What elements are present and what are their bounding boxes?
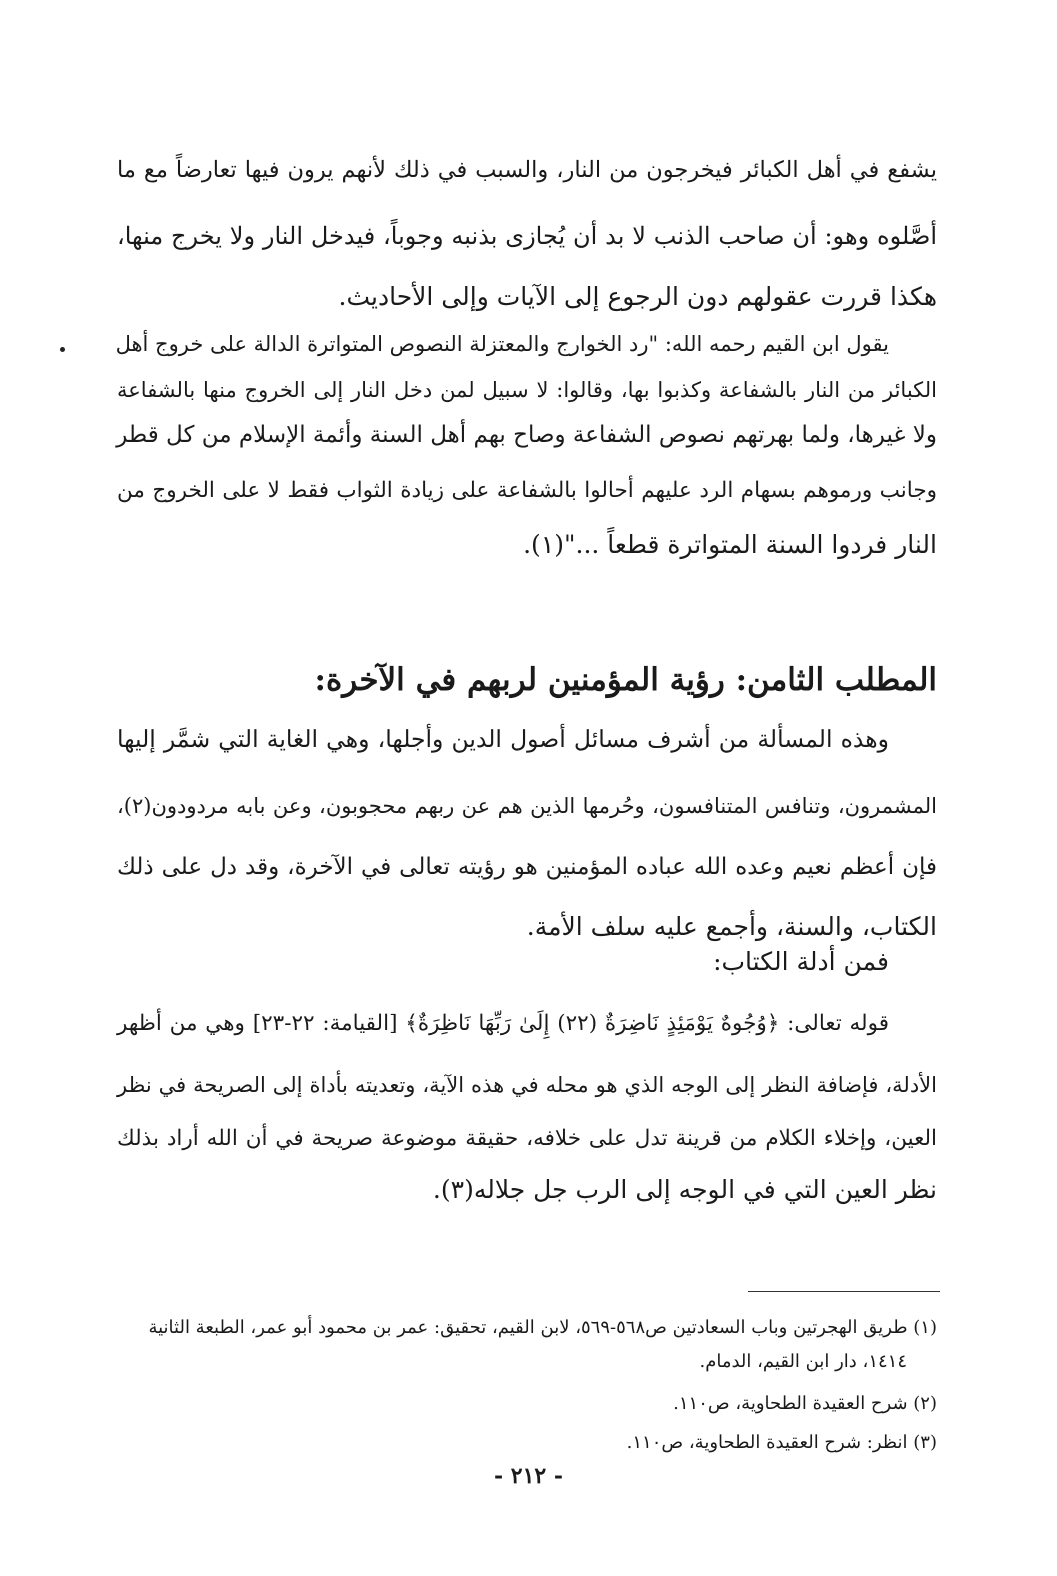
text-line: هكذا قررت عقولهم دون الرجوع إلى الآيات وإلى الأحاديث. bbox=[338, 282, 937, 311]
text-line: العين، وإخلاء الكلام من قرينة تدل على خلافه، حقيقة موضوعة صريحة في أن الله أراد بذلك bbox=[117, 1126, 937, 1151]
section-heading: المطلب الثامن: رؤية المؤمنين لربهم في الآخرة: bbox=[314, 662, 937, 698]
quran-verse-line: قوله تعالى: ﴿وُجُوهٌ يَوْمَئِذٍ نَاضِرَةٌ (٢٢) إِلَىٰ رَبِّهَا نَاظِرَةٌ﴾ [القيامة: ٢٢-٢٣] وهي من أظهر bbox=[117, 1011, 889, 1036]
text-line: ولا غيرها، ولما بهرتهم نصوص الشفاعة وصاح بهم أهل السنة وأئمة الإسلام من كل قطر bbox=[116, 422, 937, 448]
stray-mark bbox=[60, 347, 65, 352]
text-line: فإن أعظم نعيم وعده الله عباده المؤمنين هو رؤيته تعالى في الآخرة، وقد دل على ذلك bbox=[117, 854, 937, 880]
text-line: وهذه المسألة من أشرف مسائل أصول الدين وأجلها، وهي الغاية التي شمَّر إليها bbox=[117, 725, 889, 753]
footnote-2: (٢) شرح العقيدة الطحاوية، ص١١٠. bbox=[673, 1393, 937, 1414]
text-line: الكتاب، والسنة، وأجمع عليه سلف الأمة. bbox=[526, 912, 937, 941]
text-line: أصَّلوه وهو: أن صاحب الذنب لا بد أن يُجازى بذنبه وجوباً، فيدخل النار ولا يخرج منها، bbox=[117, 222, 937, 250]
text-line: الكبائر من النار بالشفاعة وكذبوا بها، وقالوا: لا سبيل لمن دخل النار إلى الخروج منها بالشفاعة bbox=[117, 378, 937, 402]
text-line: المشمرون، وتنافس المتنافسون، وحُرمها الذين هم عن ربهم محجوبون، وعن بابه مردودون(٢)، bbox=[117, 794, 937, 818]
text-line: النار فردوا السنة المتواترة قطعاً ..."(١). bbox=[523, 530, 937, 559]
text-line: فمن أدلة الكتاب: bbox=[713, 947, 889, 976]
text-line: نظر العين التي في الوجه إلى الرب جل جلاله(٣). bbox=[432, 1175, 937, 1204]
footnote-1-continued: ١٤١٤، دار ابن القيم، الدمام. bbox=[699, 1351, 907, 1372]
footnote-1: (١) طريق الهجرتين وباب السعادتين ص٥٦٨-٥٦٩، لابن القيم، تحقيق: عمر بن محمود أبو عمر، الطبعة الثانية bbox=[148, 1317, 937, 1338]
text-line: وجانب ورموهم بسهام الرد عليهم أحالوا بالشفاعة على زيادة الثواب فقط لا على الخروج من bbox=[117, 478, 937, 503]
footnote-3: (٣) انظر: شرح العقيدة الطحاوية، ص١١٠. bbox=[626, 1432, 937, 1453]
text-line: يشفع في أهل الكبائر فيخرجون من النار، والسبب في ذلك لأنهم يرون فيها تعارضاً مع ما bbox=[117, 157, 937, 183]
page-number: - ٢١٢ - bbox=[493, 1463, 564, 1489]
text-line: الأدلة، فإضافة النظر إلى الوجه الذي هو محله في هذه الآية، وتعديته بأداة إلى الصريحة في نظر bbox=[117, 1073, 937, 1097]
text-line: يقول ابن القيم رحمه الله: "رد الخوارج والمعتزلة النصوص المتواترة الدالة على خروج أهل bbox=[115, 332, 889, 356]
footnote-separator bbox=[748, 1291, 940, 1292]
